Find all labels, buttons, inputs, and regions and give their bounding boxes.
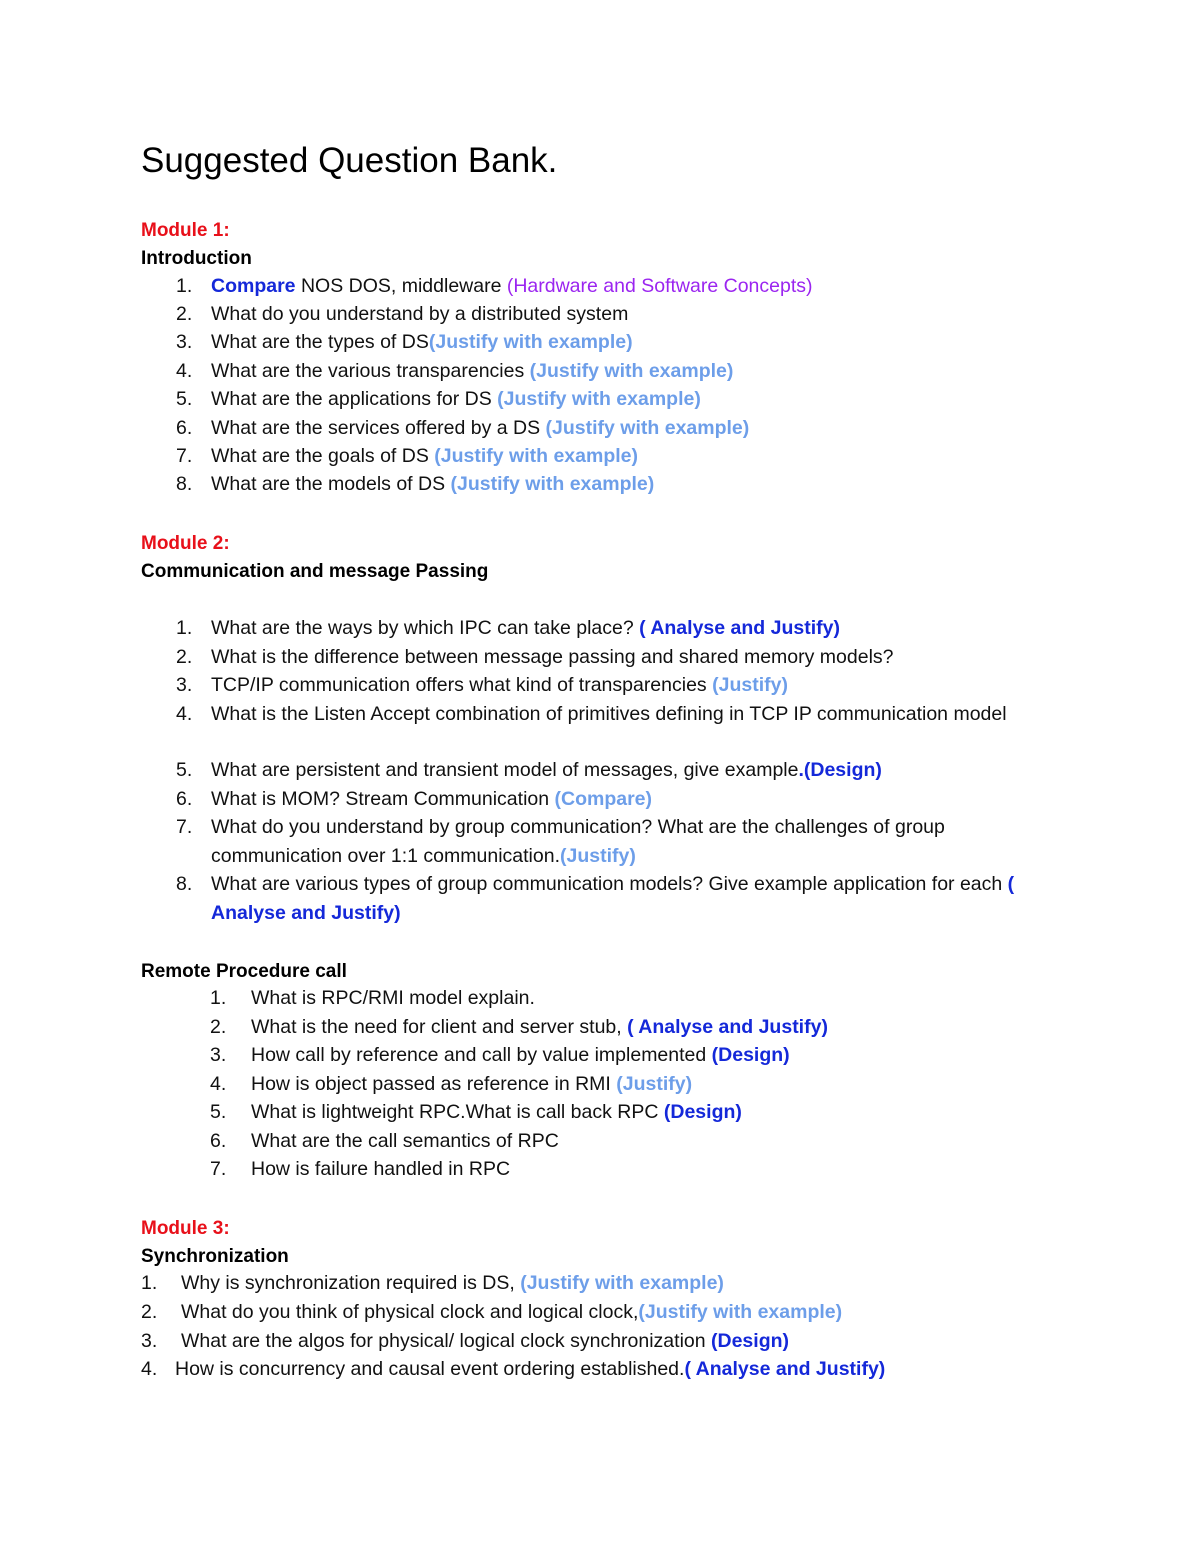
emphasis-text: Compare bbox=[211, 275, 296, 297]
list-item: 5. What is lightweight RPC.What is call back RPC (Design) bbox=[210, 1101, 742, 1123]
list-item: 7. How is failure handled in RPC bbox=[210, 1158, 511, 1180]
question-tag: (Design) bbox=[711, 1044, 790, 1066]
section-rpc-heading: Remote Procedure call bbox=[141, 961, 347, 982]
list-item: 1. Why is synchronization required is DS, (Justify with example) bbox=[141, 1272, 724, 1294]
list-item: 5. What are the applications for DS (Justify with example) bbox=[176, 388, 701, 410]
question-tag: .(Design) bbox=[798, 759, 882, 781]
list-item: 8. What are various types of group communication models? Give example application for each ( Analyse and Justify) bbox=[176, 873, 1015, 924]
list-item: 1. Compare NOS DOS, middleware (Hardware and Software Concepts) bbox=[176, 275, 813, 297]
question-tag: ( Analyse and Justify) bbox=[639, 617, 840, 639]
question-tag: (Justify) bbox=[712, 674, 788, 696]
list-item: 4. How is object passed as reference in RMI (Justify) bbox=[210, 1073, 693, 1095]
page-title: Suggested Question Bank. bbox=[141, 141, 558, 180]
question-tag: ( Analyse and Justify) bbox=[627, 1016, 828, 1038]
list-item: 4. How is concurrency and causal event ordering established.( Analyse and Justify) bbox=[141, 1358, 886, 1380]
list-item: 5. What are persistent and transient model of messages, give example.(Design) bbox=[176, 759, 882, 781]
question-tag: (Hardware and Software Concepts) bbox=[506, 275, 813, 297]
question-tag: (Justify with example) bbox=[428, 331, 633, 353]
question-tag: (Justify with example) bbox=[529, 360, 734, 382]
question-tag: (Justify with example) bbox=[450, 473, 655, 495]
question-tag: (Justify with example) bbox=[434, 445, 638, 467]
list-item: 6. What are the call semantics of RPC bbox=[210, 1130, 559, 1152]
list-item: 2. What do you understand by a distributed system bbox=[176, 303, 629, 325]
question-tag: ( Analyse and Justify) bbox=[684, 1358, 886, 1380]
question-tag: (Justify) bbox=[616, 1073, 693, 1095]
question-tag: (Design) bbox=[711, 1330, 790, 1352]
list-item: 7. What are the goals of DS (Justify with example) bbox=[176, 445, 638, 467]
question-tag: (Justify with example) bbox=[638, 1301, 843, 1323]
section-introduction-heading: Introduction bbox=[141, 248, 252, 269]
question-tag: (Design) bbox=[663, 1101, 742, 1123]
question-tag: (Justify with example) bbox=[497, 388, 701, 410]
list-item: 3. What are the types of DS(Justify with example) bbox=[176, 331, 633, 353]
list-item: 4. What are the various transparencies (Justify with example) bbox=[176, 360, 734, 382]
list-item: 3. TCP/IP communication offers what kind of transparencies (Justify) bbox=[176, 674, 788, 696]
list-item: 2. What is the difference between message passing and shared memory models? bbox=[176, 646, 894, 668]
list-item: 3. How call by reference and call by value implemented (Design) bbox=[210, 1044, 790, 1066]
list-item: 2. What do you think of physical clock and logical clock,(Justify with example) bbox=[141, 1301, 843, 1323]
list-item: 7. What do you understand by group communication? What are the challenges of group communication over 1:1 communication.(Justify) bbox=[176, 816, 945, 867]
section-synchronization-heading: Synchronization bbox=[141, 1246, 289, 1267]
module-3-heading: Module 3: bbox=[141, 1218, 230, 1239]
list-item: 3. What are the algos for physical/ logical clock synchronization (Design) bbox=[141, 1330, 790, 1352]
list-item: 1. What is RPC/RMI model explain. bbox=[210, 987, 535, 1009]
list-item: 4. What is the Listen Accept combination of primitives defining in TCP IP communication model bbox=[176, 703, 1007, 725]
question-tag: (Justify) bbox=[560, 844, 636, 867]
list-item: 2. What is the need for client and server stub, ( Analyse and Justify) bbox=[210, 1016, 828, 1038]
list-item: 6. What are the services offered by a DS (Justify with example) bbox=[176, 417, 750, 439]
list-item: 8. What are the models of DS (Justify with example) bbox=[176, 473, 655, 495]
section-communication-heading: Communication and message Passing bbox=[141, 561, 489, 582]
question-tag: (Justify with example) bbox=[545, 417, 750, 439]
module-2-heading: Module 2: bbox=[141, 533, 230, 554]
question-tag: (Compare) bbox=[554, 788, 653, 810]
question-tag: ( Analyse and Justify) bbox=[211, 873, 1015, 924]
module-1-heading: Module 1: bbox=[141, 220, 230, 241]
list-item: 6. What is MOM? Stream Communication (Compare) bbox=[176, 788, 653, 810]
question-tag: (Justify with example) bbox=[520, 1272, 724, 1294]
list-item: 1. What are the ways by which IPC can take place? ( Analyse and Justify) bbox=[176, 617, 840, 639]
